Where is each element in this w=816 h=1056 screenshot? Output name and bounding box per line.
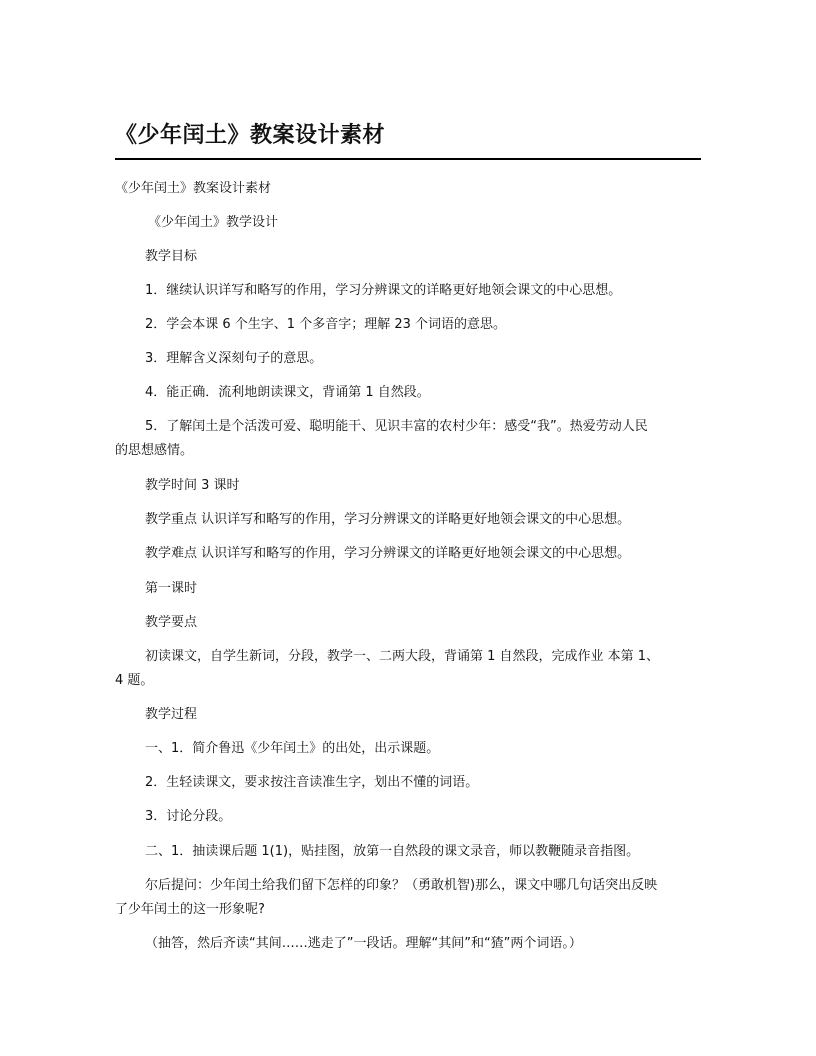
title-divider bbox=[115, 158, 701, 160]
section-heading: 第一课时 bbox=[145, 581, 198, 596]
paragraph: 一、1．简介鲁迅《少年闰土》的出处，出示课题。 bbox=[145, 741, 440, 756]
section-heading: 教学要点 bbox=[145, 615, 198, 630]
paragraph: 教学时间 3 课时 bbox=[145, 478, 240, 493]
paragraph: 初读课文，自学生新词，分段，教学一、二两大段，背诵第 1 自然段，完成作业 本第 1、 bbox=[145, 649, 660, 664]
list-item: 4．能正确．流利地朗读课文，背诵第 1 自然段。 bbox=[145, 385, 430, 400]
list-item: 2．学会本课 6 个生字、1 个多音字；理解 23 个词语的意思。 bbox=[145, 317, 507, 332]
list-item: 1．继续认识详写和略写的作用，学习分辨课文的详略更好地领会课文的中心思想。 bbox=[145, 283, 622, 298]
paragraph: 《少年闰土》教学设计 bbox=[148, 215, 279, 230]
paragraph: 教学重点 认识详写和略写的作用，学习分辨课文的详略更好地领会课文的中心思想。 bbox=[145, 512, 631, 527]
paragraph: 尔后提问：少年闰土给我们留下怎样的印象？（勇敢机智)那么，课文中哪几句话突出反映 bbox=[145, 878, 658, 893]
list-item-continuation: 的思想感情。 bbox=[115, 443, 194, 458]
paragraph: 2．生轻读课文，要求按注音读准生字，划出不懂的词语。 bbox=[145, 775, 479, 790]
list-item: 3．理解含义深刻句子的意思。 bbox=[145, 351, 323, 366]
paragraph: 教学难点 认识详写和略写的作用，学习分辨课文的详略更好地领会课文的中心思想。 bbox=[145, 546, 631, 561]
paragraph: 《少年闰土》教案设计素材 bbox=[115, 181, 272, 196]
section-heading: 教学目标 bbox=[145, 249, 198, 264]
document-title: 《少年闰土》教案设计素材 bbox=[115, 123, 386, 148]
section-heading: 教学过程 bbox=[145, 707, 198, 722]
paragraph: 二、1．抽读课后题 1(1)，贴挂图，放第一自然段的课文录音，师以教鞭随录音指图。 bbox=[145, 844, 640, 859]
paragraph-continuation: 了少年闰土的这一形象呢? bbox=[115, 902, 265, 917]
paragraph: （抽答，然后齐读“其间……逃走了”一段话。理解“其间”和“猹”两个词语。） bbox=[145, 936, 582, 951]
paragraph-continuation: 4 题。 bbox=[115, 673, 154, 688]
paragraph: 3．讨论分段。 bbox=[145, 809, 232, 824]
list-item: 5．了解闰土是个活泼可爱、聪明能干、见识丰富的农村少年：感受“我”。热爱劳动人民 bbox=[145, 419, 648, 434]
